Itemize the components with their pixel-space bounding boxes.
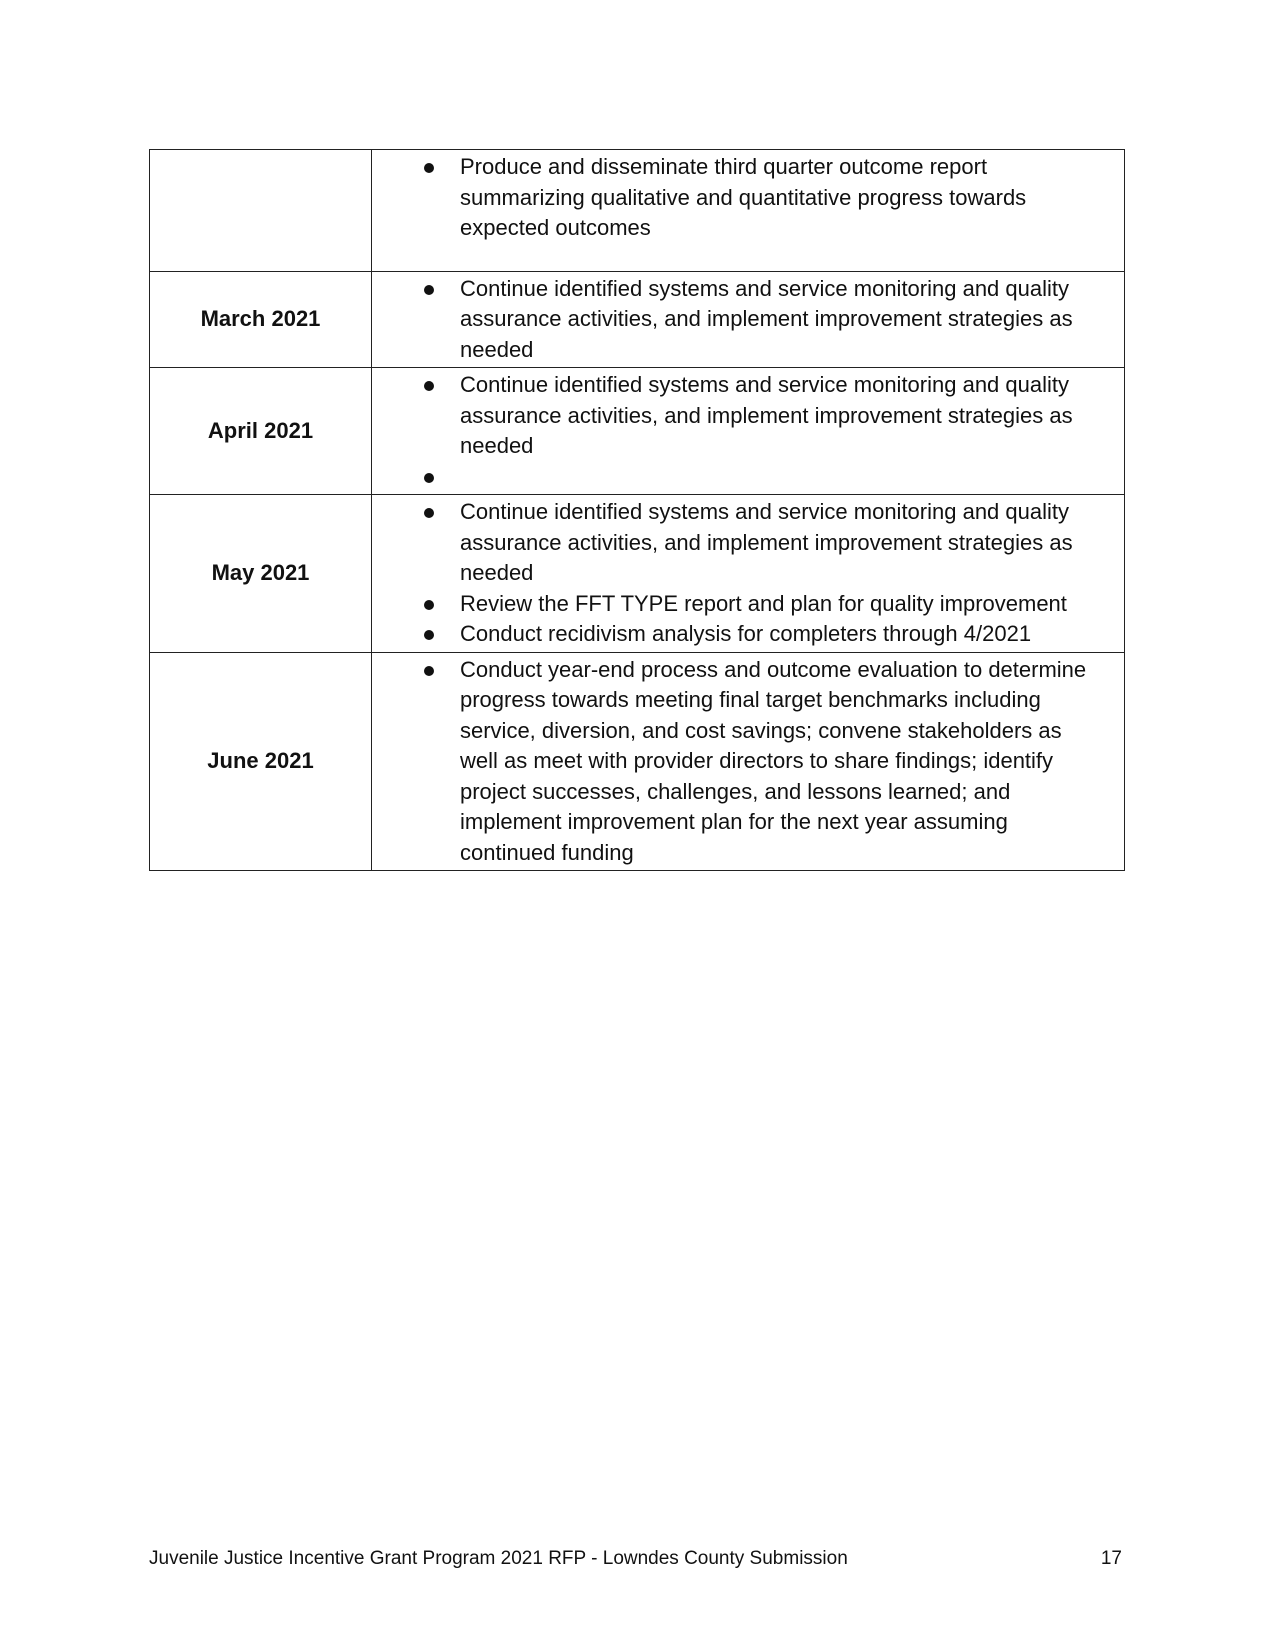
task-list bbox=[372, 150, 1124, 271]
list-item bbox=[372, 589, 1102, 620]
bullet-icon bbox=[424, 381, 434, 391]
month-cell bbox=[150, 150, 372, 272]
list-item bbox=[372, 462, 1102, 493]
task-list bbox=[372, 272, 1124, 368]
bullet-icon bbox=[424, 285, 434, 295]
list-item bbox=[372, 497, 1102, 589]
task-text: Continue identified systems and service monitoring and quality assurance activities, and implement improvement strategies as needed bbox=[460, 499, 1073, 585]
footer-text: Juvenile Justice Incentive Grant Program 2021 RFP - Lowndes County Submission bbox=[149, 1548, 848, 1569]
list-item bbox=[372, 655, 1102, 869]
tasks-cell bbox=[372, 495, 1125, 653]
month-cell: June 2021 bbox=[150, 652, 372, 871]
bullet-icon bbox=[424, 600, 434, 610]
month-cell: May 2021 bbox=[150, 495, 372, 653]
tasks-cell bbox=[372, 652, 1125, 871]
list-item bbox=[372, 274, 1102, 366]
task-list bbox=[372, 653, 1124, 871]
table-row bbox=[150, 652, 1125, 871]
list-item bbox=[372, 370, 1102, 462]
bullet-icon bbox=[424, 666, 434, 676]
tasks-cell bbox=[372, 150, 1125, 272]
list-item bbox=[372, 152, 1102, 244]
page-number: 17 bbox=[1100, 1548, 1122, 1569]
list-item bbox=[372, 619, 1102, 650]
task-list bbox=[372, 495, 1124, 652]
bullet-icon bbox=[424, 473, 434, 483]
task-text: Continue identified systems and service monitoring and quality assurance activities, and implement improvement strategies as needed bbox=[460, 372, 1073, 458]
bullet-icon bbox=[424, 163, 434, 173]
bullet-icon bbox=[424, 508, 434, 518]
table-row bbox=[150, 271, 1125, 368]
tasks-cell bbox=[372, 271, 1125, 368]
tasks-cell bbox=[372, 368, 1125, 495]
task-text: Conduct year-end process and outcome evaluation to determine progress towards meeting final target benchmarks including service, diversion, and cost savings; convene stakeholders as well as meet with provider directors to share findings; identify project successes, challenges, and lessons learned; and implement improvement plan for the next year assuming continued funding bbox=[460, 656, 1087, 865]
table-row bbox=[150, 368, 1125, 495]
task-list bbox=[372, 368, 1124, 494]
schedule-table bbox=[149, 149, 1125, 871]
task-text: Review the FFT TYPE report and plan for quality improvement bbox=[460, 590, 1067, 616]
month-cell: April 2021 bbox=[150, 368, 372, 495]
month-cell: March 2021 bbox=[150, 271, 372, 368]
table-row bbox=[150, 495, 1125, 653]
task-text: Produce and disseminate third quarter outcome report summarizing qualitative and quantitative progress towards expected outcomes bbox=[460, 154, 1027, 240]
task-text: Conduct recidivism analysis for completers through 4/2021 bbox=[460, 621, 1032, 646]
task-text: Continue identified systems and service monitoring and quality assurance activities, and implement improvement strategies as needed bbox=[460, 275, 1073, 362]
bullet-icon bbox=[424, 630, 434, 640]
table-row bbox=[150, 150, 1125, 272]
